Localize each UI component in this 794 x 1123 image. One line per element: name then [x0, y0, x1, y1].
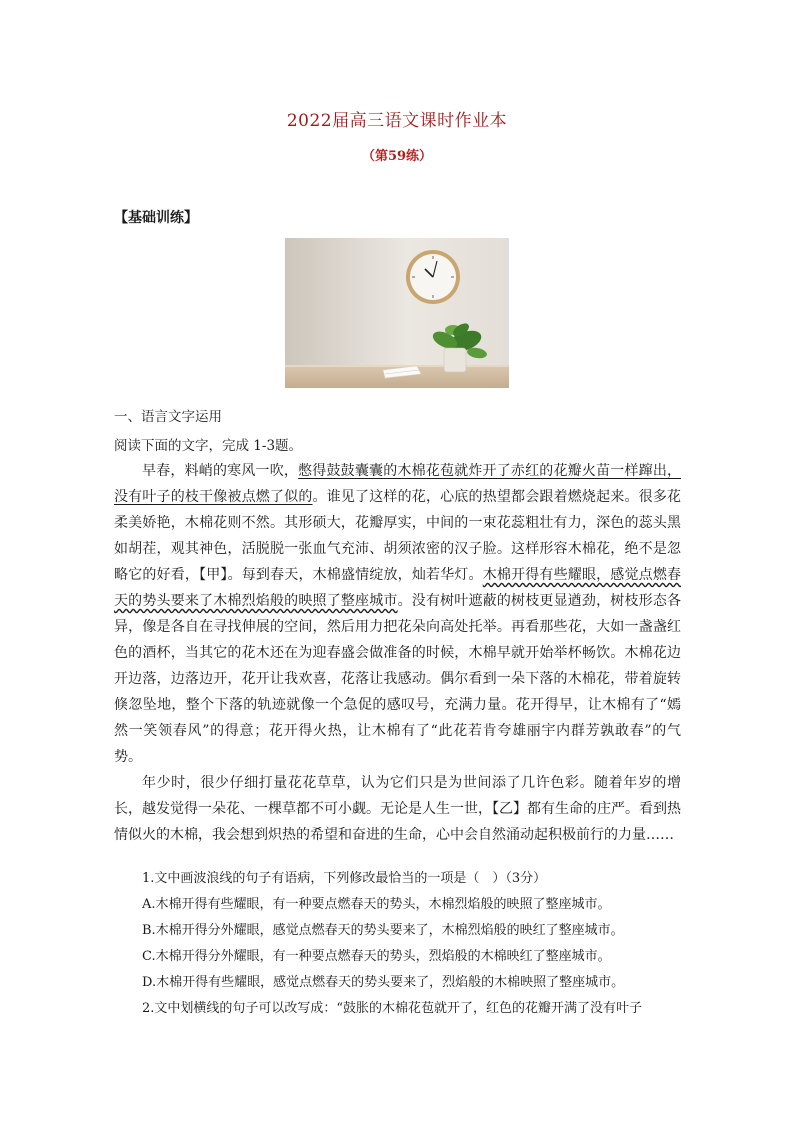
wavy-underlined-sentence: 木棉开得有些耀眼，感觉点燃春天的势头要来了木棉烈焰般的映照了整座城市 — [114, 567, 682, 609]
section-label: 【基础训练】 — [114, 210, 198, 226]
question-1-stem: 1.文中画波浪线的句子有语病，下列修改最恰当的一项是（ ）（3分） — [142, 871, 547, 886]
page-title: 2022届高三语文课时作业本 — [286, 111, 508, 131]
clock-plant-photo — [285, 238, 509, 388]
question-2-stem: 2.文中划横线的句子可以改写成：“鼓胀的木棉花苞就开了，红色的花瓣开满了没有叶子 — [142, 1001, 643, 1016]
passage-paragraph-2: 年少时，很少仔细打量花花草草，认为它们只是为世间添了几许色彩。随着年岁的增长，越发觉得一朵花、一棵草都不可小觑。无论是人生一世，【乙】都有生命的庄严。看到热情似火的木棉，我会想到炽热的希望和奋进的生命，心中会自然涌动起积极前行的力量…… — [114, 775, 681, 843]
question-1-option-c: C.木棉开得分外耀眼，有一种要点燃春天的势头，烈焰般的木棉映红了整座城市。 — [142, 949, 611, 964]
question-1-option-a: A.木棉开得有些耀眼，有一种要点燃春天的势头，木棉烈焰般的映照了整座城市。 — [142, 897, 611, 912]
underlined-sentence: 憋得鼓鼓囊囊的木棉花苞就炸开了赤红的花瓣火苗一样蹿出，没有叶子的枝干像被点燃了似的 — [114, 463, 682, 505]
question-1-option-d: D.木棉开得有些耀眼，感觉点燃春天的势头要来了，烈焰般的木棉映照了整座城市。 — [142, 975, 625, 990]
passage-text: 早春，料峭的寒风一吹， — [142, 463, 299, 479]
part-heading: 一、语言文字运用 — [114, 409, 222, 425]
passage-paragraph-1 — [114, 458, 681, 770]
reading-passage — [114, 458, 681, 848]
photo-illustration — [285, 238, 509, 388]
passage-text: 。没有树叶遮蔽的树枝更显遒劲，树枝形态各异，像是各自在寻找伸展的空间，然后用力把花朵向高处托举。再看那些花，大如一盏盏红色的酒杯，当其它的花木还在为迎春盛会做准备的时候，木棉早就开始举杯畅饮。木棉花边开边落，边落边开，花开让我欢喜，花落让我感动。偶尔看到一朵下落的木棉花，带着旋转倏忽坠地，整个下落的轨迹就像一个急促的感叹号，充满力量。花开得早，让木棉有了“嫣然一笑领春风”的得意；花开得火热，让木棉有了“此花若肯夸雄丽宇内群芳孰敢春”的气势。 — [114, 593, 682, 765]
question-list — [142, 866, 682, 1022]
passage-text: 。谁见了这样的花，心底的热望都会跟着燃烧起来。很多花柔美娇艳，木棉花则不然。其形硕大，花瓣厚实，中间的一束花蕊粗壮有力，深色的蕊头黑如胡茬，观其神色，活脱脱一张血气充沛、胡须浓密的汉子脸。这样形容木棉花，绝不是忽略它的好看，【甲】。每到春天，木棉盛情绽放，灿若华灯。 — [114, 489, 682, 583]
reading-instruction: 阅读下面的文字，完成 1-3题。 — [114, 438, 303, 454]
page-subtitle: （第59练） — [361, 149, 433, 164]
question-1-option-b: B.木棉开得分外耀眼，感觉点燃春天的势头要来了，木棉烈焰般的映红了整座城市。 — [142, 923, 624, 938]
